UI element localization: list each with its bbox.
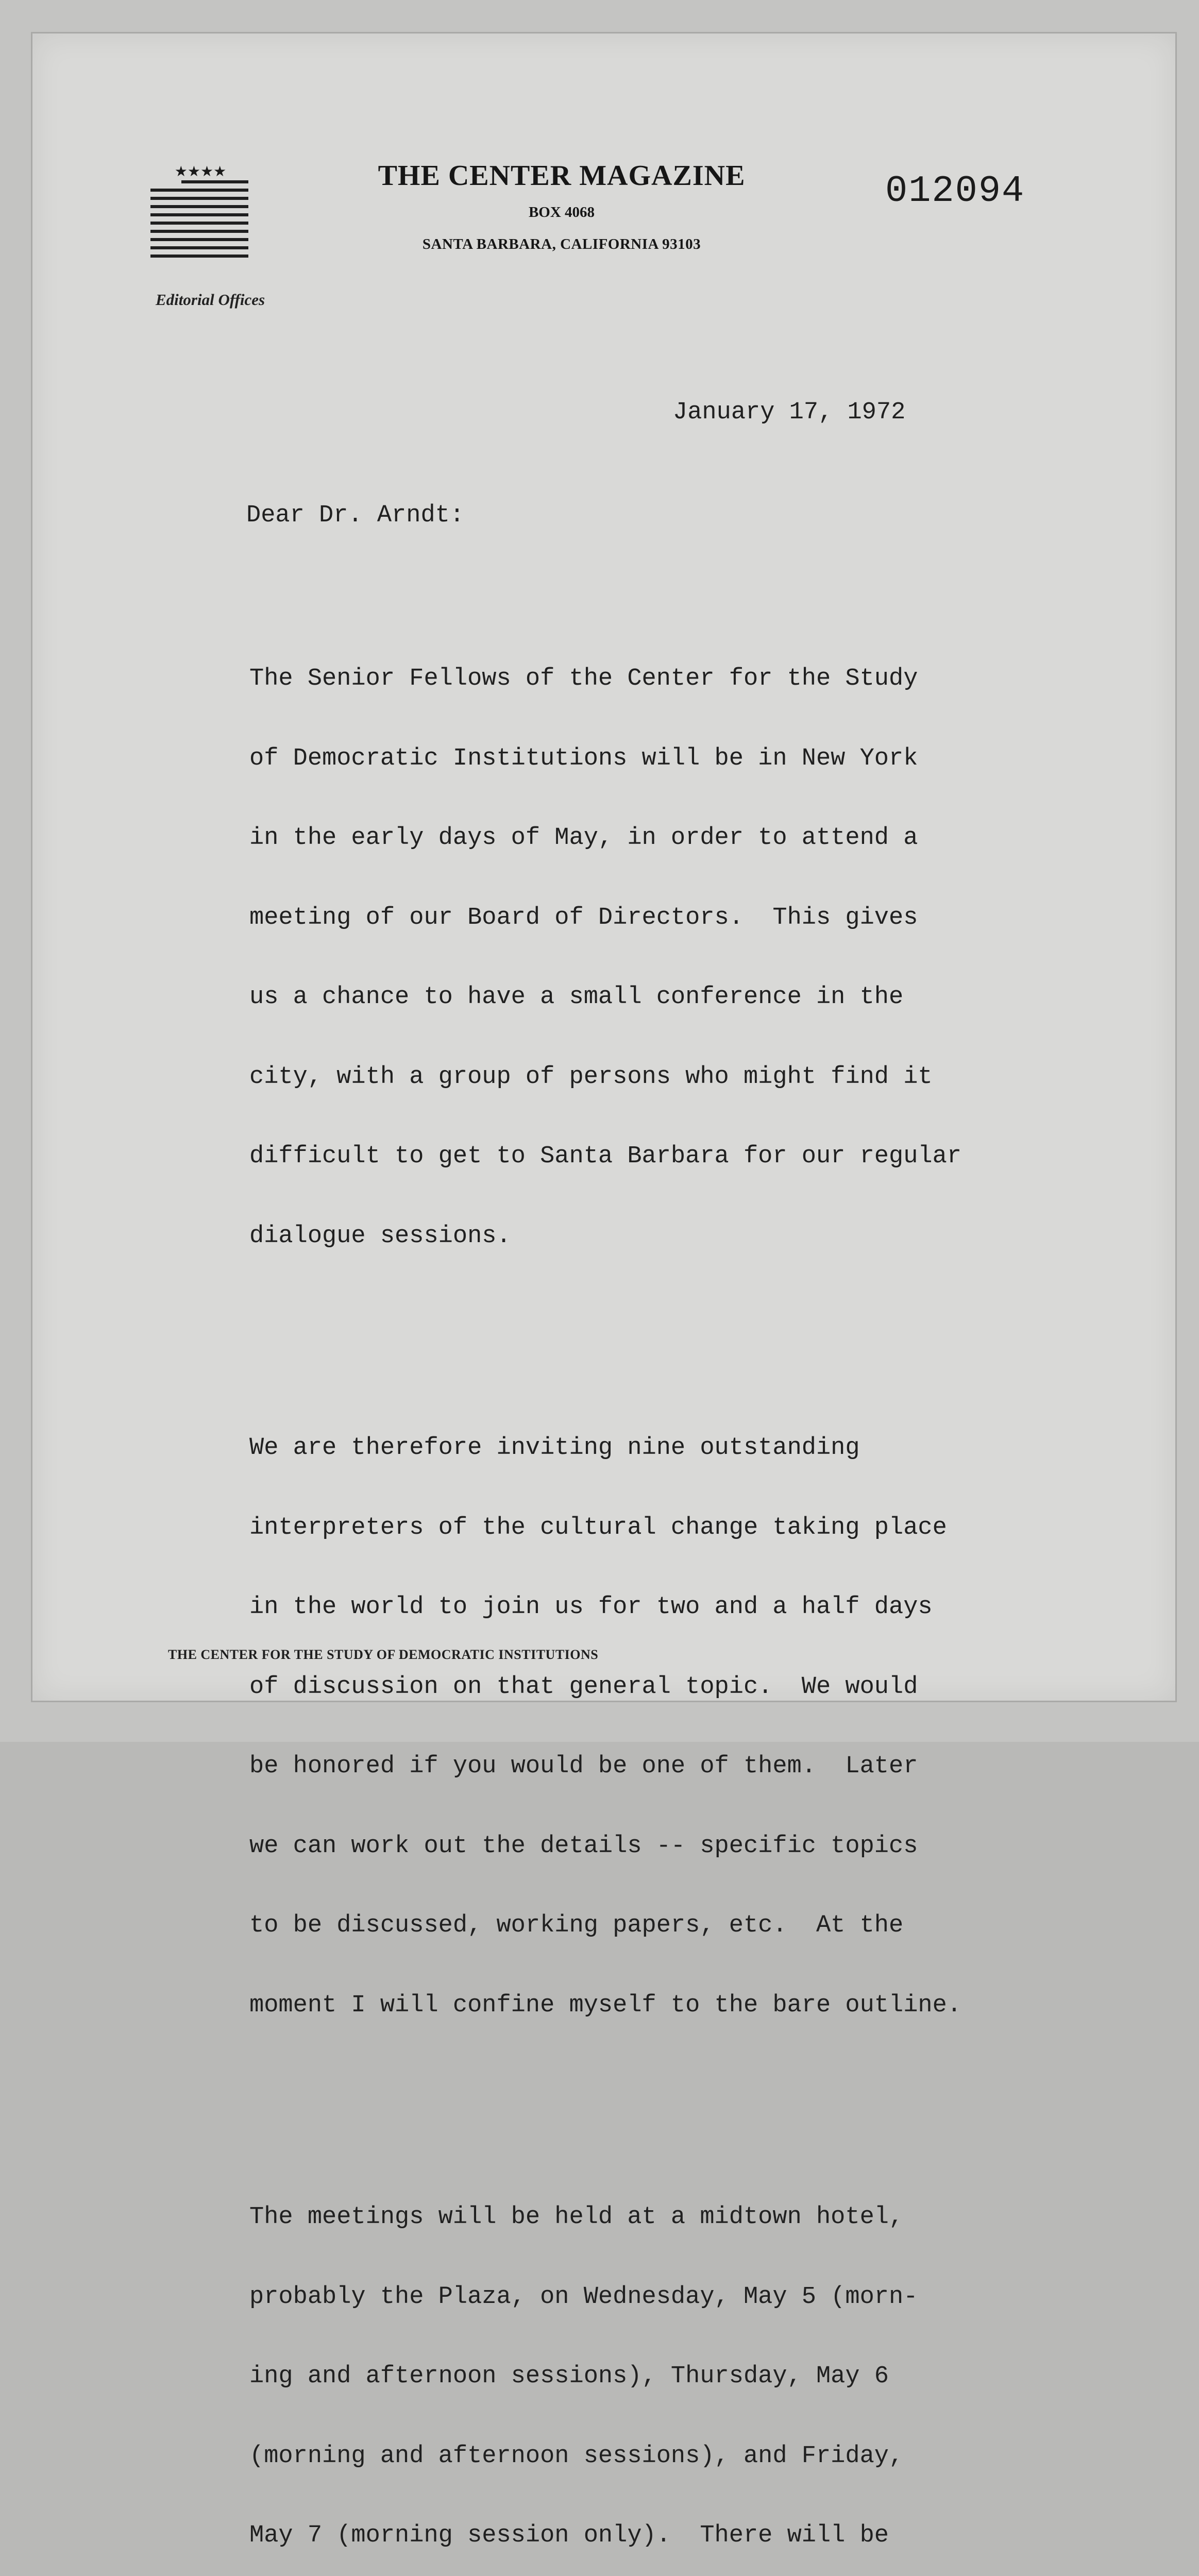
text-line: (morning and afternoon sessions), and Friday, bbox=[249, 2442, 904, 2470]
text-line: in the early days of May, in order to attend a bbox=[249, 824, 918, 852]
text-line: dialogue sessions. bbox=[249, 1222, 511, 1250]
flag-emblem-icon bbox=[150, 162, 250, 258]
letterhead bbox=[330, 159, 793, 255]
flag-stars: ★★★★ bbox=[174, 163, 227, 180]
letter-date: January 17, 1972 bbox=[673, 399, 906, 426]
text-line: us a chance to have a small conference in the bbox=[249, 984, 904, 1011]
text-line: of Democratic Institutions will be in New York bbox=[249, 744, 918, 772]
text-line: city, with a group of persons who might find it bbox=[249, 1063, 933, 1091]
paragraph-2 bbox=[249, 1382, 961, 2072]
magazine-title: THE CENTER MAGAZINE bbox=[378, 160, 746, 192]
text-line: meeting of our Board of Directors. This gives bbox=[249, 904, 918, 931]
text-line: ing and afternoon sessions), Thursday, May 6 bbox=[249, 2363, 889, 2390]
document-reference-number: 012094 bbox=[885, 170, 1025, 212]
text-line: We are therefore inviting nine outstanding bbox=[249, 1434, 860, 1462]
text-line: be honored if you would be one of them. Later bbox=[249, 1753, 918, 1780]
letter-body bbox=[249, 560, 961, 2576]
text-line: moment I will confine myself to the bare outline. bbox=[249, 1991, 962, 2019]
city-address: SANTA BARBARA, CALIFORNIA 93103 bbox=[422, 236, 701, 252]
letter-salutation: Dear Dr. Arndt: bbox=[246, 502, 465, 529]
editorial-offices-label: Editorial Offices bbox=[156, 291, 265, 309]
footer-organization: THE CENTER FOR THE STUDY OF DEMOCRATIC INSTITUTIONS bbox=[168, 1647, 599, 1662]
text-line: to be discussed, working papers, etc. At the bbox=[249, 1912, 904, 1939]
text-line: The meetings will be held at a midtown hotel, bbox=[249, 2204, 904, 2231]
text-line: May 7 (morning session only). There will be bbox=[249, 2522, 889, 2549]
paragraph-1 bbox=[249, 613, 961, 1302]
box-address: BOX 4068 bbox=[528, 204, 595, 221]
text-line: The Senior Fellows of the Center for the Study bbox=[249, 665, 918, 692]
text-line: interpreters of the cultural change taking place bbox=[249, 1514, 947, 1541]
text-line: difficult to get to Santa Barbara for our regular bbox=[249, 1143, 962, 1170]
text-line: probably the Plaza, on Wednesday, May 5 (morn- bbox=[249, 2283, 918, 2311]
paragraph-3 bbox=[249, 2151, 961, 2576]
text-line: in the world to join us for two and a half days bbox=[249, 1594, 933, 1621]
text-line: of discussion on that general topic. We would bbox=[249, 1673, 918, 1701]
text-line: we can work out the details -- specific topics bbox=[249, 1832, 918, 1860]
